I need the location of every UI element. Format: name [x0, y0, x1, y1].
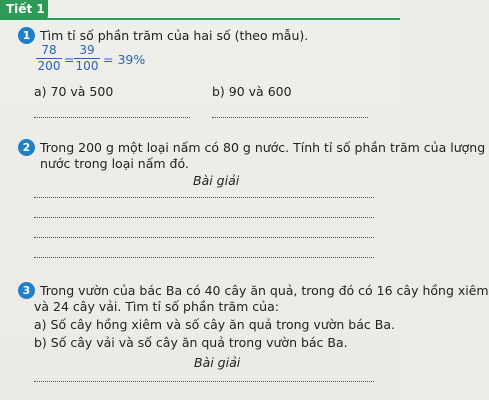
q2-answer-line-3[interactable] — [34, 237, 374, 238]
q1-fraction-2-numerator: 39 — [79, 43, 95, 57]
q2-text-line-2: nước trong loại nấm đó. — [40, 156, 189, 171]
q3-part-a: a) Số cây hồng xiêm và số cây ăn quả trong vườn bác Ba. — [34, 317, 395, 332]
lesson-rule — [0, 18, 400, 20]
lesson-tab: Tiết 1 — [0, 0, 48, 19]
q1-fraction-2-denominator: 100 — [75, 59, 99, 73]
q1-equals: = — [64, 52, 75, 67]
q1-answer-line-a[interactable] — [34, 117, 190, 118]
q1-fraction-2 — [74, 44, 100, 73]
q2-answer-line-1[interactable] — [34, 197, 374, 198]
q3-part-b: b) Số cây vải và số cây ăn quả trong vườn bác Ba. — [34, 335, 348, 350]
q1-prompt: Tìm tỉ số phần trăm của hai số (theo mẫu). — [40, 28, 309, 43]
q3-text-line-1: Trong vườn của bác Ba có 40 cây ăn quả, trong đó có 16 cây hồng xiêm — [40, 283, 489, 298]
question-number-1: 1 — [18, 27, 35, 44]
q1-part-a: a) 70 và 500 — [34, 84, 114, 99]
question-number-3: 3 — [18, 282, 35, 299]
q1-answer-line-b[interactable] — [212, 117, 368, 118]
q1-fraction-1 — [36, 44, 62, 73]
q1-result: = 39% — [103, 52, 146, 67]
q1-part-b: b) 90 và 600 — [212, 84, 292, 99]
q2-answer-line-4[interactable] — [34, 257, 374, 258]
question-number-2: 2 — [18, 139, 35, 156]
q3-text-line-2: và 24 cây vải. Tìm tỉ số phần trăm của: — [34, 299, 279, 314]
q3-solution-heading: Bài giải — [194, 355, 241, 370]
q2-answer-line-2[interactable] — [34, 217, 374, 218]
q1-fraction-1-denominator: 200 — [37, 59, 61, 73]
q3-answer-line-1[interactable] — [34, 381, 374, 382]
q1-fraction-1-numerator: 78 — [41, 43, 57, 57]
q2-solution-heading: Bài giải — [193, 173, 240, 188]
q2-text-line-1: Trong 200 g một loại nấm có 80 g nước. Tính tỉ số phần trăm của lượng — [40, 140, 486, 155]
